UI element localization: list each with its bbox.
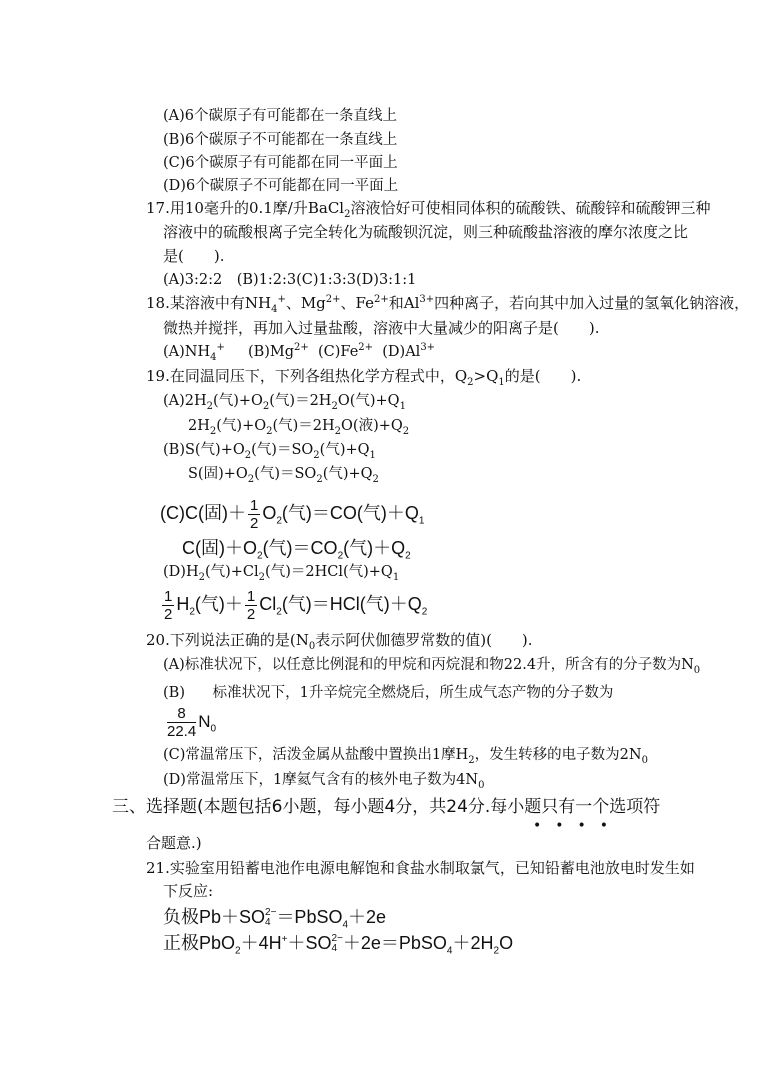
q19-option-b-eq1: (B)S(气)$+O_2$(气)$=SO_2$(气)$+Q_1$	[163, 442, 376, 461]
q21-negative-electrode: 负极Pb＋SO 2− 4 ＝PbSO$_4$＋2e	[163, 907, 387, 931]
section-heading: 三、选择题(本题包括6小题，每小题4分，共24分.每小题只有一个选项符	[112, 797, 661, 817]
q19-option-a-eq1: $(A)2H_2$(气)$+O_2$(气)$=2H_2O$(气)$+Q_1$	[163, 393, 406, 412]
q19-option-d-eq2: $\frac{1}{2}$ $H_2$(气)＋ $\frac{1}{2}$ $Cl_2$(气)＝HCl(气)$+Q_2$	[164, 587, 428, 623]
fraction: $\frac{1}{2}$	[249, 496, 259, 532]
q16-option-b: (B)6个碳原子不可能都在一条直线上	[163, 132, 398, 148]
q20-option-c: (C)常温常压下，活泼金属从盐酸中置换出1摩$H_2$，发生转移的电子数为$2N_0$	[163, 747, 648, 766]
q19-option-a-eq2: $2H_2$(气)$+O_2$(气)$=2H_2O$(液)$+Q_2$	[188, 418, 410, 437]
q18-stem-line1: 18.某溶液中有$NH_4^+$、$Mg^{2+}$、$Fe^{2+}$和$Al^{3+}$四种离子，若向其中加入过量的氢氧化钠溶液，	[146, 294, 750, 315]
q17-stem-line2: 溶液中的硫酸根离子完全转化为硫酸钡沉淀，则三种硫酸盐溶液的摩尔浓度之比	[163, 223, 689, 241]
q19-option-b-eq2: S(固)$+O_2$(气)$=SO_2$(气)$+Q_2$	[188, 466, 379, 485]
q20-option-d: (D)常温常压下，1摩氦气含有的核外电子数为$4N_0$	[163, 772, 485, 791]
q19-option-c-eq2: C(固)$+O_2$(气)$=CO_2$(气)$+Q_2$	[182, 538, 411, 562]
q18-stem-line2: 微热并搅拌，再加入过量盐酸，溶液中大量减少的阳离子是( ).	[163, 319, 600, 337]
q21-stem-line1: 21.实验室用铅蓄电池作电源电解饱和食盐水制取氯气，已知铅蓄电池放电时发生如	[146, 859, 695, 877]
fraction: $\frac{1}{2}$	[246, 587, 256, 623]
q20-option-b: (B) 标准状况下，1升辛烷完全燃烧后，所生成气态产物的分子数为	[163, 685, 614, 701]
q19-option-d-eq1: $(D)H_2$(气)$+Cl_2$(气)＝2HCl(气)$+Q_1$	[163, 564, 400, 583]
q21-positive-electrode: 正极PbO$_2$＋4H+＋SO 2− 4 $+2e=PbSO_4+2H_2O$	[163, 933, 514, 957]
fraction: $\frac{1}{2}$	[164, 587, 173, 623]
q16-option-c: (C)6个碳原子有可能都在同一平面上	[163, 155, 398, 171]
q20-option-a: (A)标准状况下，以任意比例混和的甲烷和丙烷混和物22.4升，所含有的分子数为$N_0$	[163, 657, 701, 676]
q18-options: $(A)NH_4^+$ $(B)Mg^{2+}$ $(C)Fe^{2+}$ $(D)Al^{3+}$	[163, 342, 436, 363]
q21-stem-line2: 下反应:	[163, 882, 214, 900]
q17-stem-line3: 是( ).	[163, 247, 225, 265]
q16-option-d: (D)6个碳原子不可能都在同一平面上	[163, 178, 399, 194]
section-heading-cont: 合题意.)	[146, 834, 202, 852]
q20-option-b-fraction: $\frac{8}{22.4}$ $N_0$	[167, 705, 217, 741]
q19-option-c-eq1: (C)C(固)＋ $\frac{1}{2}$ $O_2$(气)＝CO(气)$+Q_1$	[160, 496, 425, 532]
q16-option-a: (A)6个碳原子有可能都在一条直线上	[163, 108, 398, 124]
q19-stem: 19.在同温同压下，下列各组热化学方程式中，$Q_2>Q_1$的是( ).	[146, 367, 582, 388]
q20-stem: 20.下列说法正确的是($N_0$表示阿伏伽德罗常数的值)( ).	[146, 631, 533, 652]
q17-stem-line1: 17.用10毫升的0.1摩/升BaCl$_2$溶液恰好可使相同体积的硫酸铁、硫酸锌和硫酸钾三种	[146, 199, 711, 220]
fraction: $\frac{8}{22.4}$	[167, 705, 197, 741]
q17-options: (A)3:2:2 (B)1:2:3(C)1:3:3(D)3:1:1	[163, 272, 417, 288]
emphasis-dots: • • • •	[533, 818, 609, 834]
